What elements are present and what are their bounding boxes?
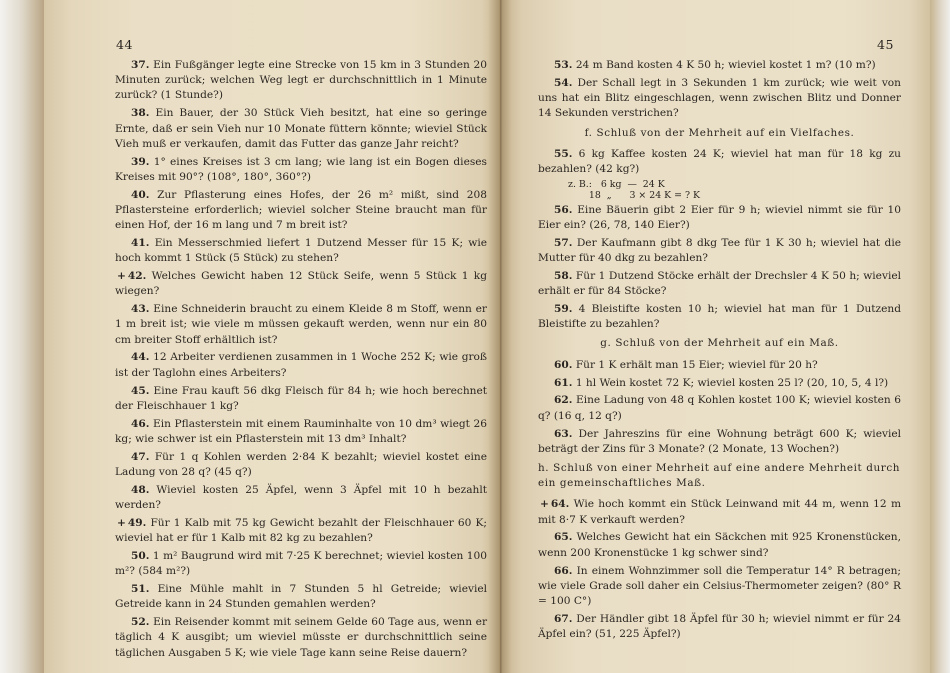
problem-item — [115, 188, 487, 234]
right-page-number: 45 — [877, 37, 894, 52]
problem-number: 56. — [554, 203, 573, 216]
problem-number: 58. — [554, 269, 573, 282]
problem-item — [538, 358, 901, 373]
problem-item — [115, 384, 487, 414]
problem-item — [538, 376, 901, 391]
problem-number: 47. — [131, 450, 150, 463]
problem-text: Der Händler gibt 18 Äpfel für 30 h; wieviel nimmt er für 24 Äpfel ein? (51, 225 Äpfel?) — [538, 612, 901, 641]
problem-item — [538, 564, 901, 610]
problem-text: Wieviel kosten 25 Äpfel, wenn 3 Äpfel mit 10 h bezahlt werden? — [115, 483, 487, 512]
problem-item — [538, 612, 901, 642]
problem-number: 55. — [554, 147, 573, 160]
problem-text: Ein Messerschmied liefert 1 Dutzend Messer für 15 K; wie hoch kommt 1 Stück (5 Stück) zu stehen? — [115, 236, 487, 265]
problem-text: Ein Reisender kommt mit seinem Gelde 60 Tage aus, wenn er täglich 4 K ausgibt; um wieviel müsste er durchschnittlich seine täglichen Ausgaben 5 K; wie viele Tage kann seine Reise dauern? — [115, 616, 488, 659]
problem-item — [115, 549, 487, 579]
book-cover-left-edge — [0, 0, 44, 673]
problem-number: 42. — [127, 270, 147, 283]
problem-text: Eine Frau kauft 56 dkg Fleisch für 84 h; wie hoch berechnet der Fleischhauer 1 kg? — [115, 384, 488, 412]
problem-number: 61. — [554, 376, 573, 389]
worked-example-line-1: z. B.: 6 kg — 24 K — [568, 178, 665, 190]
problem-text: Eine Schneiderin braucht zu einem Kleide 8 m Stoff, wenn er 1 m breit ist; wie viele m müssen gekauft werden, wenn nur ein 80 cm breiter Stoff erhältlich ist? — [115, 303, 487, 346]
problem-number: 63. — [554, 427, 573, 440]
problem-text: Für 1 Kalb mit 75 kg Gewicht bezahlt der Fleischhauer 60 K; wieviel hat er für 1 Kalb mit 82 kg zu bezahlen? — [115, 516, 488, 545]
problem-group-56-59 — [538, 203, 901, 333]
problem-number: 51. — [131, 583, 150, 596]
problem-number: 44. — [131, 351, 150, 364]
problem-text: Ein Fußgänger legte eine Strecke von 15 km in 3 Stunden 20 Minuten zurück; welchen Weg legt er durchschnittlich in 1 Minute zurück? (1 Stunde?) — [115, 59, 487, 102]
problem-item — [538, 147, 901, 177]
problem-group-53-54 — [538, 58, 901, 122]
section-heading-h: h. Schluß von einer Mehrheit auf eine andere Mehrheit durch ein gemeinschaftliches Maß. — [538, 461, 901, 490]
problem-text: Wie hoch kommt ein Stück Leinwand mit 44 m, wenn 12 m mit 8·7 K verkauft werden? — [538, 498, 901, 526]
right-page-content — [538, 58, 901, 645]
problem-number: 49. — [127, 516, 147, 529]
problem-text: Ein Bauer, der 30 Stück Vieh besitzt, hat eine so geringe Ernte, daß er sein Vieh nur 10 Monate füttern könnte; wieviel Stück Vieh muß er verkaufen, damit das Futter das ganze Jahr reicht? — [115, 107, 488, 150]
margin-mark: + — [117, 270, 126, 283]
problem-item — [115, 615, 487, 661]
problem-item — [538, 530, 901, 560]
problem-text: 1° eines Kreises ist 3 cm lang; wie lang ist ein Bogen dieses Kreises mit 90°? (108°, 180°, 360°?) — [115, 155, 487, 183]
problem-item — [115, 516, 487, 546]
left-page-number: 44 — [116, 37, 133, 52]
problem-item — [538, 427, 901, 457]
problem-text: Für 1 q Kohlen werden 2·84 K bezahlt; wieviel kostet eine Ladung von 28 q? (45 q?) — [115, 450, 487, 478]
problem-item — [115, 350, 487, 380]
problem-number: 54. — [554, 76, 573, 89]
problem-text: Ein Pflasterstein mit einem Rauminhalte von 10 dm³ wiegt 26 kg; wie schwer ist ein Pflasterstein mit 13 dm³ Inhalt? — [115, 417, 487, 445]
problem-text: Eine Ladung von 48 q Kohlen kostet 100 K; wieviel kosten 6 q? (16 q, 12 q?) — [538, 394, 902, 422]
problem-text: Eine Bäuerin gibt 2 Eier für 9 h; wieviel nimmt sie für 10 Eier ein? (26, 78, 140 Eier?) — [538, 203, 901, 231]
problem-item — [115, 483, 487, 513]
problem-item — [115, 417, 487, 447]
problem-item — [115, 269, 487, 299]
problem-text: Zur Pflasterung eines Hofes, der 26 m² mißt, sind 208 Pflastersteine erforderlich; wieviel solcher Steine braucht man für einen Hof, der 16 m lang und 7 m breit ist? — [115, 188, 487, 232]
section-heading-g: g. Schluß von der Mehrheit auf ein Maß. — [600, 337, 839, 350]
problem-item — [115, 450, 487, 480]
book-gutter-shadow — [488, 0, 512, 673]
problem-number: 46. — [131, 417, 150, 430]
right-page — [500, 0, 930, 673]
problem-number: 39. — [131, 155, 150, 168]
problem-number: 50. — [131, 550, 150, 563]
problem-item — [538, 393, 901, 423]
problem-number: 37. — [131, 59, 150, 71]
problem-55 — [538, 147, 901, 177]
problem-number: 64. — [550, 498, 570, 511]
problem-number: 38. — [131, 107, 150, 120]
problem-item — [115, 236, 487, 266]
problem-text: Der Kaufmann gibt 8 dkg Tee für 1 K 30 h; wieviel hat die Mutter für 40 dkg zu bezahlen? — [538, 236, 901, 265]
problem-number: 43. — [131, 303, 150, 316]
problem-text: Für 1 K erhält man 15 Eier; wieviel für 20 h? — [575, 358, 818, 371]
problem-number: 48. — [131, 483, 150, 496]
problem-text: 12 Arbeiter verdienen zusammen in 1 Woche 252 K; wie groß ist der Taglohn eines Arbeiters? — [115, 351, 487, 379]
problem-number: 45. — [131, 384, 150, 397]
problem-item — [538, 203, 901, 233]
problem-text: 24 m Band kosten 4 K 50 h; wieviel kostet 1 m? (10 m?) — [575, 59, 876, 71]
left-page — [44, 0, 500, 673]
problem-item — [115, 302, 487, 348]
book-cover-right-edge — [930, 0, 950, 673]
problem-text: In einem Wohnzimmer soll die Temperatur 14° R betragen; wie viele Grade soll daher ein Celsius-Thermometer zeigen? (80° R = 100 C°) — [538, 564, 901, 607]
problem-item — [538, 497, 901, 527]
problem-group-60-63 — [538, 358, 901, 457]
problem-text: Eine Mühle mahlt in 7 Stunden 5 hl Getreide; wieviel Getreide kann in 24 Stunden gemahlen werden? — [115, 583, 487, 611]
margin-mark: + — [117, 516, 126, 529]
problem-number: 66. — [554, 564, 573, 577]
section-heading-f: f. Schluß von der Mehrheit auf ein Vielfaches. — [584, 126, 855, 139]
problem-text: 1 m² Baugrund wird mit 7·25 K berechnet; wieviel kosten 100 m²? (584 m²?) — [115, 550, 488, 578]
problem-item — [538, 236, 901, 266]
problem-number: 65. — [554, 531, 573, 544]
problem-text: 6 kg Kaffee kosten 24 K; wieviel hat man für 18 kg zu bezahlen? (42 kg?) — [538, 147, 901, 175]
problem-number: 60. — [554, 358, 573, 371]
problem-item — [115, 582, 487, 612]
problem-text: 1 hl Wein kostet 72 K; wieviel kosten 25 l? (20, 10, 5, 4 l?) — [575, 376, 889, 389]
worked-example-line-2: 18 „ 3 × 24 K = ? K — [568, 190, 701, 202]
problem-number: 40. — [131, 188, 150, 201]
problem-item — [538, 302, 901, 332]
problem-text: Welches Gewicht hat ein Säckchen mit 925 Kronenstücken, wenn 200 Kronenstücke 1 kg schwer sind? — [538, 531, 902, 559]
problem-item — [538, 76, 901, 122]
problem-number: 53. — [554, 59, 573, 71]
left-page-problems — [115, 58, 487, 664]
problem-number: 62. — [554, 394, 573, 407]
problem-number: 41. — [131, 236, 150, 249]
problem-text: Der Schall legt in 3 Sekunden 1 km zurück; wie weit von uns hat ein Blitz eingeschlagen, wenn zwischen Blitz und Donner 14 Sekunden verstrichen? — [538, 76, 901, 120]
problem-item — [115, 155, 487, 185]
margin-mark: + — [540, 498, 549, 511]
problem-item — [115, 58, 487, 104]
problem-item — [538, 269, 901, 299]
problem-text: Welches Gewicht haben 12 Stück Seife, wenn 5 Stück 1 kg wiegen? — [115, 270, 488, 298]
problem-item — [115, 106, 487, 152]
problem-text: Für 1 Dutzend Stöcke erhält der Drechsler 4 K 50 h; wieviel erhält er für 84 Stöcke? — [538, 269, 901, 298]
problem-number: 52. — [131, 616, 150, 629]
problem-number: 67. — [554, 612, 573, 625]
problem-number: 57. — [554, 236, 573, 249]
problem-number: 59. — [554, 303, 573, 316]
problem-text: 4 Bleistifte kosten 10 h; wieviel hat man für 1 Dutzend Bleistifte zu bezahlen? — [538, 303, 901, 331]
problem-item — [538, 58, 901, 73]
problem-group-64-67 — [538, 497, 901, 642]
problem-text: Der Jahreszins für eine Wohnung beträgt 600 K; wieviel beträgt der Zins für 3 Monate? (2 Monate, 13 Wochen?) — [538, 427, 901, 455]
